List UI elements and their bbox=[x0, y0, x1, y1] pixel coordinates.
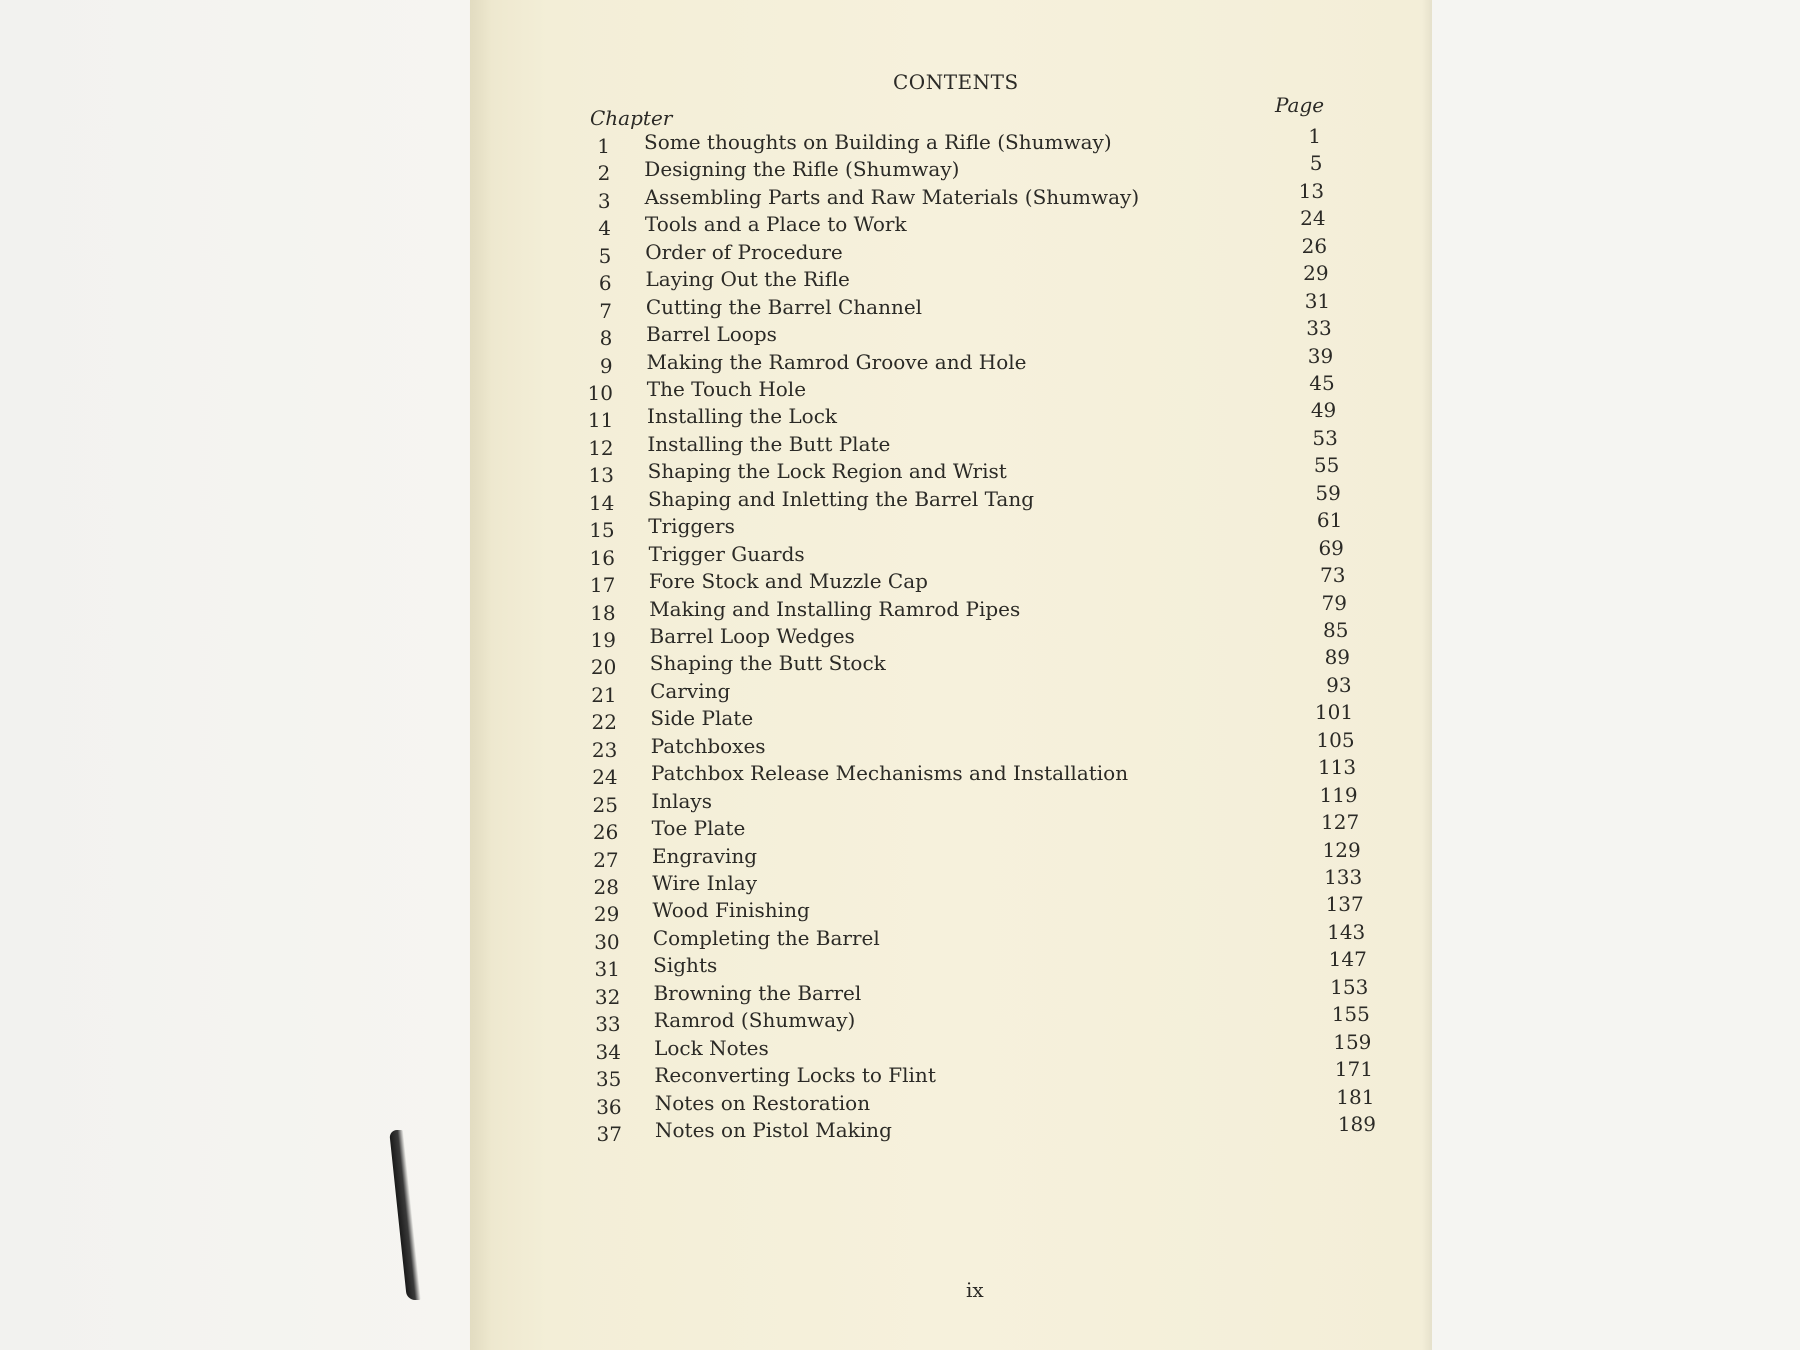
chapter-page-number: 89 bbox=[1324, 645, 1351, 670]
chapter-title: The Touch Hole bbox=[646, 377, 807, 401]
chapter-number: 26 bbox=[592, 820, 619, 845]
chapter-number: 16 bbox=[589, 545, 615, 570]
chapter-title: Laying Out the Rifle bbox=[645, 267, 850, 292]
chapter-title: Fore Stock and Muzzle Cap bbox=[648, 569, 928, 594]
page-title: CONTENTS bbox=[893, 70, 1019, 94]
chapter-number: 5 bbox=[598, 243, 612, 268]
chapter-page-number: 133 bbox=[1324, 865, 1363, 889]
chapter-page-number: 113 bbox=[1317, 755, 1357, 780]
chapter-page-number: 13 bbox=[1298, 178, 1325, 203]
chapter-title: Notes on Restoration bbox=[654, 1090, 871, 1115]
chapter-page-number: 159 bbox=[1333, 1029, 1372, 1054]
chapter-title: Barrel Loops bbox=[646, 322, 777, 347]
chapter-title: Side Plate bbox=[650, 706, 754, 731]
chapter-title: Patchbox Release Mechanisms and Installation bbox=[651, 761, 1129, 786]
chapter-number: 33 bbox=[595, 1012, 621, 1037]
chapter-page-number: 181 bbox=[1336, 1084, 1375, 1109]
chapter-number: 24 bbox=[592, 765, 618, 790]
chapter-number: 14 bbox=[588, 490, 615, 515]
chapter-page-number: 59 bbox=[1315, 480, 1341, 505]
chapter-number: 21 bbox=[591, 682, 617, 707]
chapter-title: Wood Finishing bbox=[652, 898, 810, 923]
chapter-number: 29 bbox=[593, 902, 620, 927]
chapter-page-number: 153 bbox=[1330, 974, 1369, 999]
chapter-page-number: 171 bbox=[1334, 1057, 1373, 1082]
chapter-number: 36 bbox=[596, 1094, 622, 1119]
chapter-number: 18 bbox=[590, 600, 616, 625]
chapter-number: 8 bbox=[599, 326, 613, 351]
chapter-title: Some thoughts on Building a Rifle (Shumway) bbox=[644, 130, 1112, 154]
chapter-number: 25 bbox=[592, 792, 618, 817]
chapter-title: Making and Installing Ramrod Pipes bbox=[649, 596, 1021, 621]
chapter-number: 4 bbox=[598, 216, 611, 241]
chapter-title: Notes on Pistol Making bbox=[655, 1118, 892, 1142]
chapter-title: Shaping and Inletting the Barrel Tang bbox=[647, 486, 1035, 511]
chapter-title: Inlays bbox=[651, 788, 712, 813]
chapter-page-number: 143 bbox=[1327, 919, 1366, 944]
chapter-number: 12 bbox=[588, 435, 614, 460]
chapter-page-number: 73 bbox=[1319, 563, 1346, 588]
page-number-folio: ix bbox=[966, 1278, 984, 1302]
chapter-number: 7 bbox=[599, 298, 612, 323]
chapter-page-number: 31 bbox=[1304, 288, 1331, 313]
chapter-page-number: 29 bbox=[1303, 261, 1329, 286]
chapter-title: Making the Ramrod Groove and Hole bbox=[646, 349, 1027, 374]
chapter-column-header: Chapter bbox=[590, 106, 673, 130]
chapter-title: Reconverting Locks to Flint bbox=[654, 1063, 936, 1088]
chapter-page-number: 53 bbox=[1312, 425, 1338, 450]
chapter-page-number: 189 bbox=[1337, 1112, 1376, 1136]
page-column-header: Page bbox=[1275, 93, 1325, 117]
chapter-page-number: 55 bbox=[1313, 453, 1340, 478]
chapter-page-number: 85 bbox=[1323, 618, 1349, 642]
page-gutter-shadow bbox=[470, 0, 492, 1350]
chapter-title: Installing the Butt Plate bbox=[647, 431, 891, 456]
chapter-title: Order of Procedure bbox=[645, 239, 843, 264]
chapter-page-number: 49 bbox=[1310, 398, 1337, 423]
chapter-number: 6 bbox=[598, 271, 612, 296]
chapter-number: 20 bbox=[590, 655, 617, 680]
chapter-title: Patchboxes bbox=[650, 733, 766, 758]
chapter-title: Cutting the Barrel Channel bbox=[645, 294, 923, 319]
chapter-title: Installing the Lock bbox=[647, 404, 838, 429]
chapter-number: 11 bbox=[587, 408, 614, 433]
chapter-title: Lock Notes bbox=[654, 1035, 769, 1060]
chapter-number: 37 bbox=[596, 1122, 622, 1146]
chapter-number: 28 bbox=[593, 875, 619, 899]
chapter-title: Completing the Barrel bbox=[652, 925, 880, 950]
chapter-page-number: 24 bbox=[1300, 206, 1326, 231]
chapter-number: 9 bbox=[599, 353, 613, 378]
chapter-number: 32 bbox=[594, 984, 621, 1009]
chapter-page-number: 45 bbox=[1309, 371, 1335, 395]
chapter-page-number: 105 bbox=[1316, 727, 1355, 752]
chapter-page-number: 93 bbox=[1326, 672, 1352, 697]
chapter-title: Shaping the Lock Region and Wrist bbox=[647, 459, 1007, 484]
chapter-number: 22 bbox=[591, 710, 617, 735]
chapter-page-number: 33 bbox=[1306, 316, 1332, 341]
chapter-number: 1 bbox=[597, 134, 610, 158]
chapter-title: Carving bbox=[650, 678, 731, 703]
chapter-page-number: 119 bbox=[1319, 782, 1358, 807]
chapter-page-number: 61 bbox=[1316, 508, 1343, 533]
chapter-page-number: 129 bbox=[1322, 837, 1361, 862]
chapter-number: 15 bbox=[589, 518, 615, 543]
background-right bbox=[1432, 0, 1800, 1350]
chapter-number: 35 bbox=[595, 1067, 622, 1092]
chapter-number: 13 bbox=[588, 463, 614, 488]
chapter-title: Triggers bbox=[648, 514, 735, 539]
chapter-page-number: 69 bbox=[1318, 535, 1344, 560]
chapter-number: 30 bbox=[594, 929, 620, 954]
chapter-title: Assembling Parts and Raw Materials (Shumway) bbox=[644, 184, 1140, 209]
page-right-edge bbox=[1422, 0, 1432, 1350]
chapter-number: 23 bbox=[591, 737, 618, 762]
chapter-title: Toe Plate bbox=[651, 816, 746, 841]
chapter-page-number: 137 bbox=[1325, 892, 1364, 917]
chapter-number: 10 bbox=[587, 381, 613, 405]
chapter-number: 27 bbox=[593, 847, 619, 872]
chapter-page-number: 39 bbox=[1307, 343, 1334, 368]
chapter-number: 34 bbox=[595, 1039, 621, 1064]
chapter-page-number: 79 bbox=[1321, 590, 1347, 615]
chapter-page-number: 155 bbox=[1331, 1002, 1370, 1027]
chapter-number: 19 bbox=[590, 628, 616, 652]
chapter-title: Designing the Rifle (Shumway) bbox=[644, 157, 960, 182]
chapter-page-number: 5 bbox=[1309, 151, 1323, 176]
chapter-title: Ramrod (Shumway) bbox=[653, 1008, 856, 1033]
chapter-title: Shaping the Butt Stock bbox=[649, 651, 886, 676]
chapter-number: 31 bbox=[594, 957, 620, 982]
chapter-title: Barrel Loop Wedges bbox=[649, 624, 855, 648]
chapter-number: 2 bbox=[597, 161, 611, 186]
chapter-page-number: 147 bbox=[1328, 947, 1367, 972]
chapter-number: 3 bbox=[597, 188, 611, 213]
chapter-number: 17 bbox=[589, 573, 616, 598]
chapter-page-number: 26 bbox=[1301, 233, 1328, 258]
chapter-title: Sights bbox=[653, 953, 718, 978]
chapter-page-number: 127 bbox=[1321, 810, 1360, 835]
chapter-page-number: 101 bbox=[1314, 700, 1354, 725]
chapter-title: Tools and a Place to Work bbox=[644, 212, 907, 237]
chapter-title: Engraving bbox=[651, 843, 758, 868]
chapter-page-number: 1 bbox=[1308, 124, 1321, 148]
chapter-title: Trigger Guards bbox=[648, 541, 805, 566]
chapter-title: Wire Inlay bbox=[652, 871, 758, 895]
chapter-title: Browning the Barrel bbox=[653, 980, 862, 1005]
